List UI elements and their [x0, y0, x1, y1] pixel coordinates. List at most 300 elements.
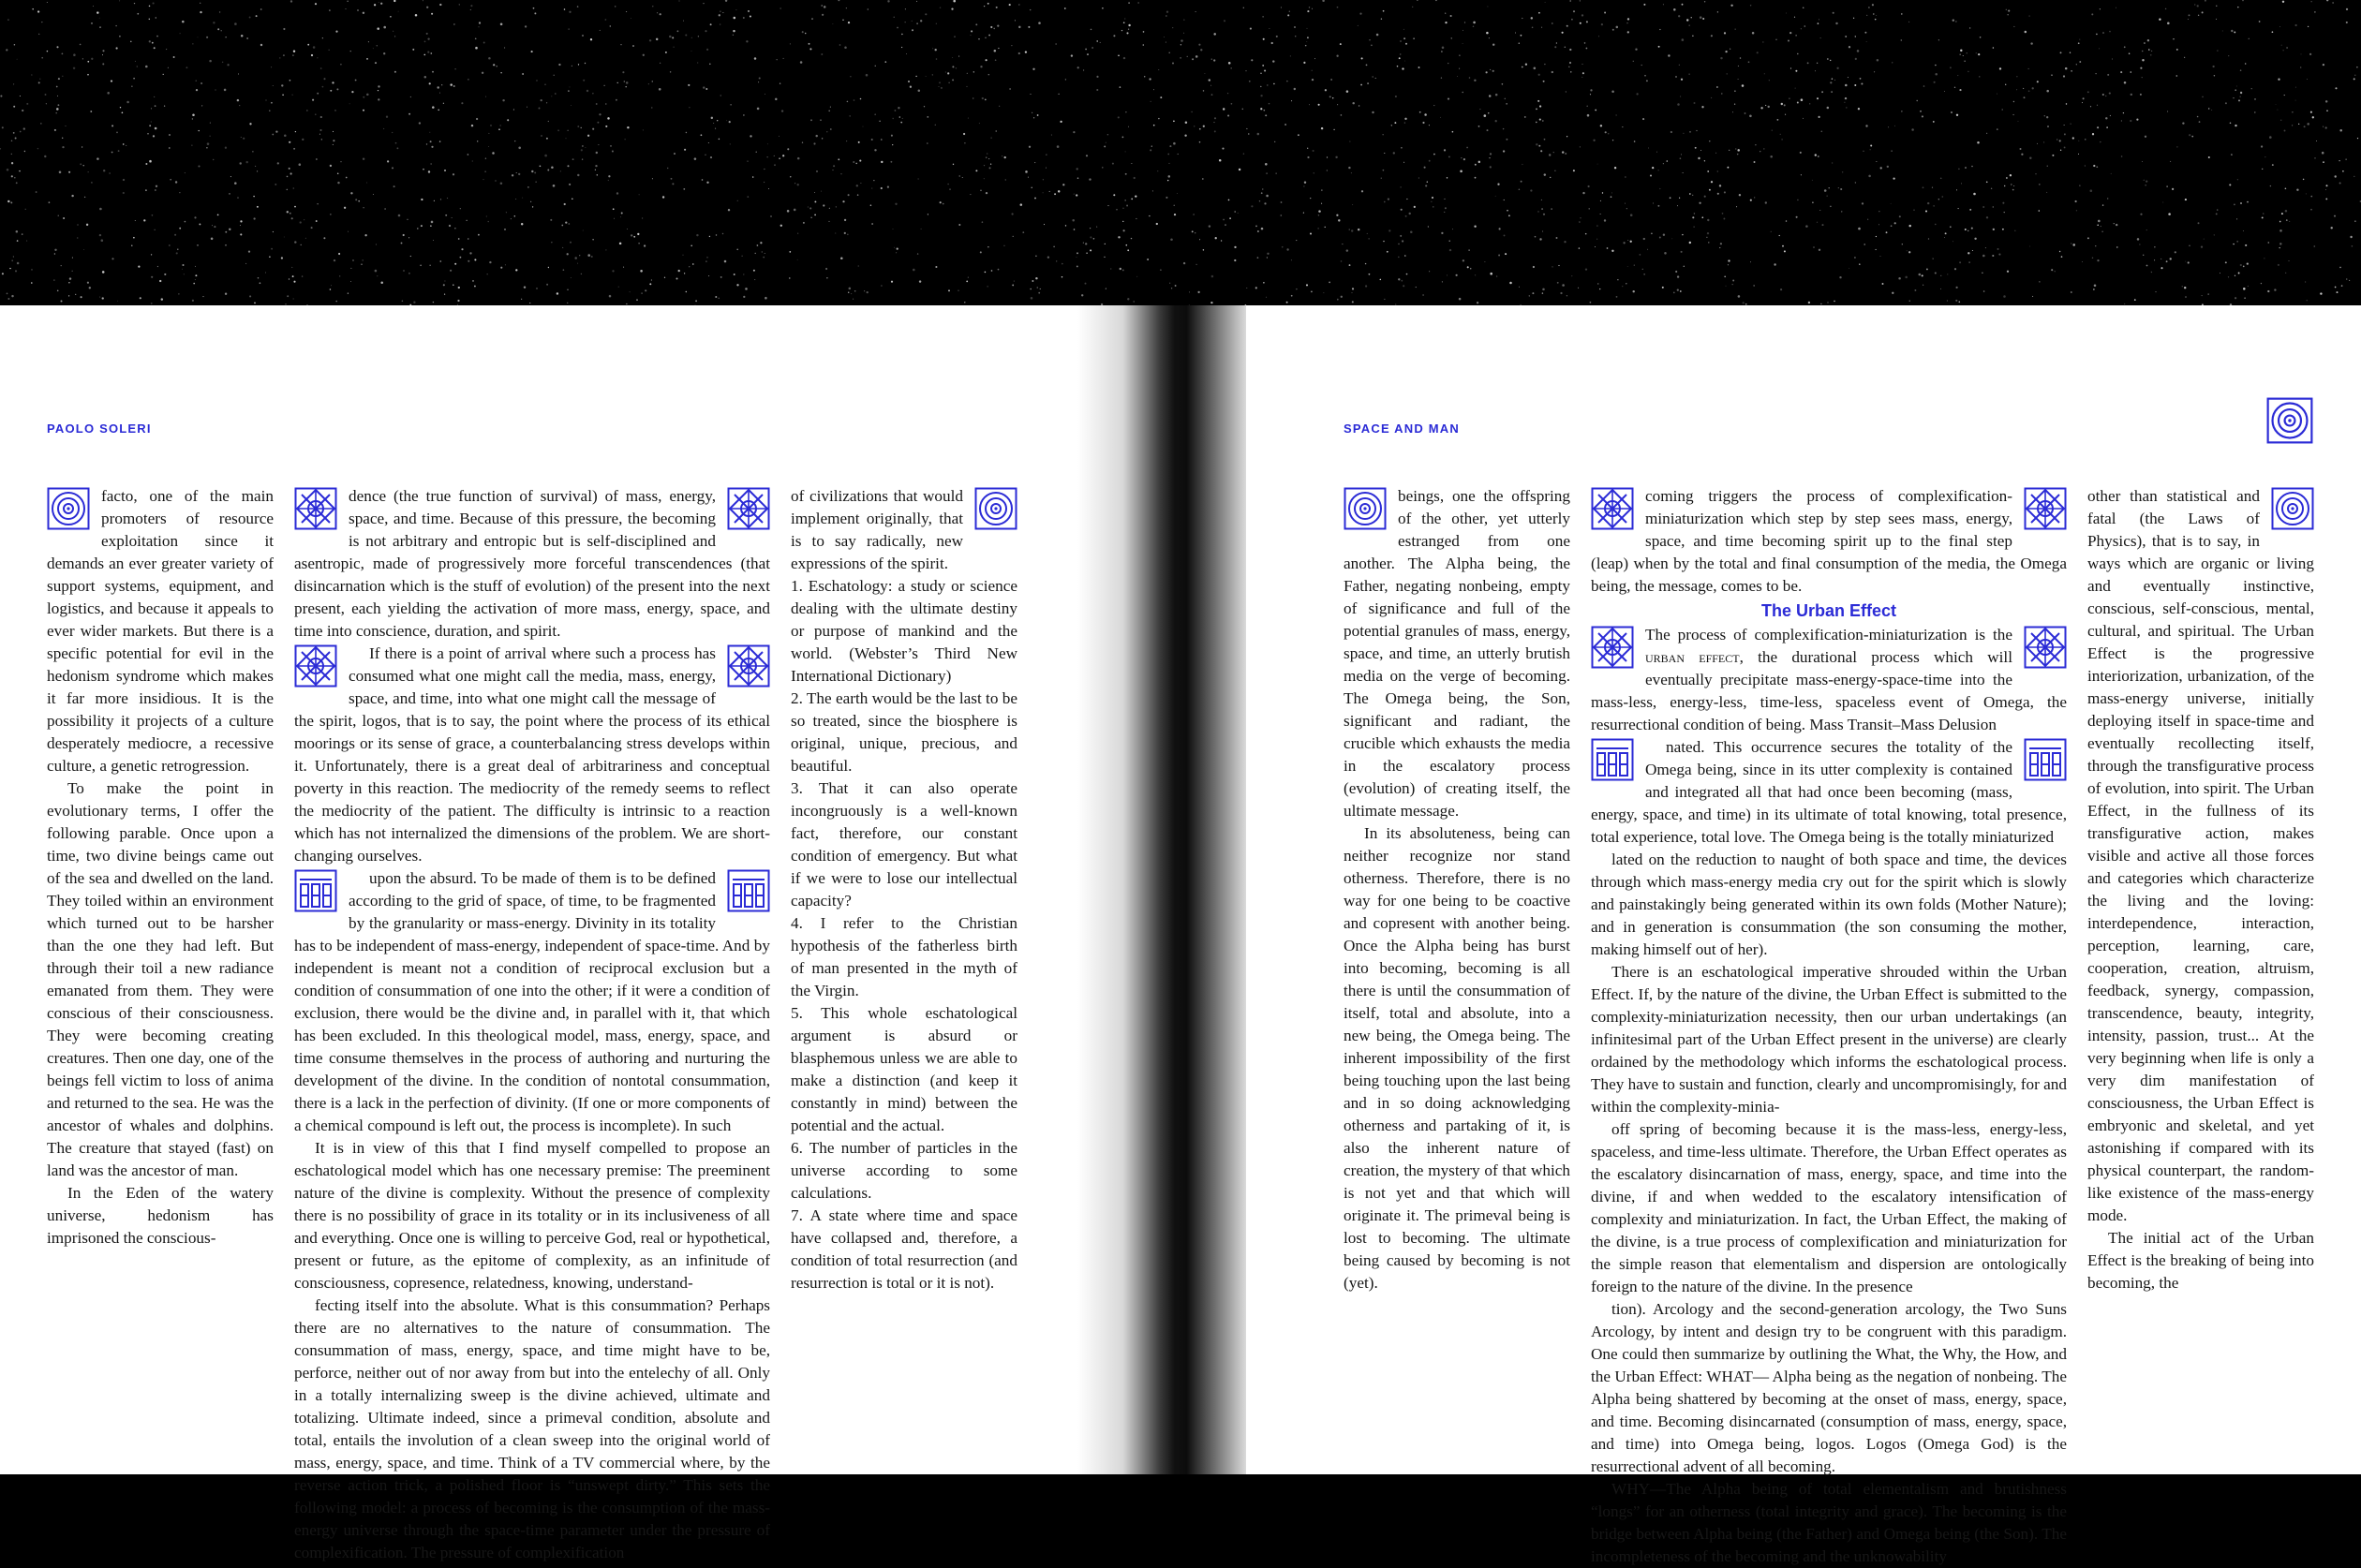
- star: [1183, 20, 1184, 21]
- star: [1552, 71, 1553, 73]
- star: [1680, 157, 1682, 159]
- star: [612, 270, 614, 272]
- star: [978, 38, 979, 39]
- star: [1935, 73, 1938, 76]
- star: [1923, 85, 1925, 87]
- star: [1018, 52, 1020, 54]
- star: [1083, 243, 1084, 244]
- star: [1009, 4, 1011, 6]
- star: [2230, 123, 2232, 125]
- star: [1829, 187, 1830, 188]
- footnote: 1. Eschatology: a study or science dealing with the ultimate destiny or purpose of mankind and the world. (Webster’s Third New International Dictionary): [791, 577, 1017, 685]
- star: [1876, 15, 1877, 16]
- star: [271, 248, 273, 250]
- star: [1966, 52, 1967, 53]
- star: [1973, 193, 1976, 196]
- star: [2037, 143, 2038, 144]
- star: [678, 0, 679, 1]
- star: [337, 182, 339, 184]
- star: [248, 250, 250, 252]
- star: [932, 48, 933, 49]
- star: [968, 118, 969, 119]
- star: [1959, 53, 1960, 54]
- star: [2243, 288, 2246, 290]
- star: [1587, 114, 1590, 117]
- star: [814, 192, 815, 193]
- star: [1384, 201, 1386, 203]
- star: [373, 48, 374, 49]
- star: [1376, 34, 1379, 37]
- star: [1643, 4, 1645, 6]
- star: [394, 36, 395, 37]
- star: [1329, 282, 1330, 284]
- star: [1691, 17, 1692, 18]
- star: [1180, 39, 1182, 41]
- star: [1969, 27, 1970, 28]
- star: [396, 147, 398, 149]
- star: [1693, 102, 1695, 104]
- star: [1693, 226, 1694, 227]
- star: [1675, 76, 1676, 77]
- star: [567, 165, 569, 167]
- star: [1832, 78, 1834, 80]
- star: [336, 88, 338, 90]
- star: [1143, 31, 1145, 33]
- star: [1346, 249, 1348, 251]
- star: [1857, 50, 1860, 52]
- star: [826, 277, 827, 278]
- star: [1427, 181, 1428, 182]
- star: [441, 84, 442, 85]
- star: [1034, 198, 1036, 200]
- star: [454, 68, 455, 69]
- star: [683, 21, 684, 22]
- star: [1174, 214, 1176, 215]
- star: [2095, 245, 2096, 246]
- star: [2121, 155, 2123, 157]
- star: [1012, 284, 1014, 286]
- star: [828, 110, 830, 111]
- star: [2039, 281, 2040, 282]
- star: [229, 229, 230, 230]
- star: [1306, 284, 1308, 286]
- star: [2325, 189, 2326, 190]
- star: [848, 194, 850, 196]
- star: [1395, 96, 1397, 97]
- star: [145, 163, 147, 165]
- star: [1858, 228, 1861, 230]
- star: [155, 229, 156, 230]
- star: [1765, 201, 1767, 203]
- star: [192, 43, 193, 44]
- star: [408, 273, 410, 274]
- star: [213, 159, 214, 160]
- star: [452, 217, 453, 218]
- star: [6, 49, 7, 51]
- star: [1282, 246, 1284, 248]
- star: [68, 171, 70, 173]
- star: [1899, 215, 1901, 217]
- star: [1938, 199, 1939, 200]
- star: [2314, 11, 2315, 12]
- star: [873, 180, 874, 181]
- star: [2245, 63, 2246, 64]
- star: [1764, 73, 1765, 74]
- star: [810, 119, 812, 121]
- star: [88, 171, 89, 172]
- star: [986, 59, 987, 61]
- star: [1255, 226, 1257, 228]
- star: [329, 9, 330, 10]
- star: [623, 267, 624, 268]
- star: [964, 302, 965, 303]
- star: [89, 287, 91, 288]
- star: [1839, 276, 1841, 278]
- star: [832, 23, 833, 24]
- star: [860, 98, 862, 100]
- star: [363, 207, 364, 208]
- star: [1219, 159, 1222, 162]
- star: [1249, 81, 1251, 82]
- star: [213, 22, 215, 23]
- star: [754, 57, 757, 60]
- star: [1398, 257, 1400, 259]
- star: [1720, 243, 1722, 244]
- star: [895, 110, 897, 111]
- star: [912, 29, 913, 31]
- star: [1358, 229, 1359, 230]
- star: [966, 86, 967, 87]
- star: [854, 290, 856, 292]
- star: [430, 225, 432, 227]
- star: [13, 132, 15, 134]
- star: [431, 221, 434, 224]
- star: [1658, 46, 1660, 48]
- star: [1784, 250, 1786, 252]
- star: [333, 131, 334, 132]
- star: [398, 214, 401, 217]
- star: [1595, 110, 1596, 111]
- star: [7, 169, 9, 171]
- star: [1701, 216, 1703, 218]
- star: [1681, 251, 1683, 253]
- star: [597, 122, 599, 124]
- star: [842, 200, 844, 202]
- star: [678, 270, 680, 272]
- star: [1128, 126, 1129, 127]
- star: [672, 183, 674, 185]
- star: [151, 121, 152, 122]
- star: [1818, 22, 1819, 24]
- star: [234, 22, 237, 25]
- star: [86, 224, 88, 226]
- star: [1876, 249, 1877, 250]
- star: [2298, 124, 2299, 125]
- star: [2184, 287, 2186, 288]
- star: [1440, 117, 1441, 118]
- star: [143, 219, 145, 221]
- star: [1338, 219, 1340, 221]
- star: [2214, 75, 2215, 76]
- star: [1815, 154, 1817, 155]
- star: [847, 101, 849, 103]
- star: [644, 244, 646, 246]
- star: [1462, 92, 1463, 93]
- star: [674, 47, 675, 48]
- star: [816, 170, 817, 171]
- star: [1276, 173, 1277, 174]
- star: [620, 216, 621, 217]
- star: [1490, 153, 1492, 155]
- star: [1172, 27, 1173, 28]
- star: [378, 98, 379, 100]
- concentric-circles-icon: [2271, 487, 2314, 530]
- star: [2102, 204, 2103, 205]
- star: [564, 8, 566, 10]
- star: [1682, 234, 1683, 235]
- star: [2238, 99, 2240, 101]
- star: [1307, 156, 1309, 158]
- star: [1846, 107, 1848, 109]
- star: [1821, 91, 1823, 93]
- star: [758, 81, 759, 82]
- star: [1118, 116, 1120, 118]
- star: [546, 102, 547, 103]
- star: [2025, 31, 2027, 34]
- paragraph: To make the point in evolutionary terms, I offer the following parable. Once upon a time, two divine beings came out of the sea and dwelled on the land. They toiled within an environment which turned out to be harsher than the one they had left. But through their toil a new radiance emanated from them. They were conscious of their consciousness. They were becoming creating creatures. Then one day, one of the beings fell victim to loss of anima and returned to the sea. He was the ancestor of whales and dolphins. The creature that stayed (fast) on land was the ancestor of man.: [47, 779, 274, 1179]
- star: [361, 263, 363, 265]
- star: [120, 107, 121, 108]
- star: [1318, 104, 1320, 106]
- star: [1166, 197, 1167, 199]
- star: [83, 165, 84, 166]
- star: [394, 0, 395, 2]
- star: [1329, 96, 1331, 97]
- star: [1387, 251, 1388, 253]
- star: [643, 54, 645, 56]
- star: [1544, 64, 1545, 65]
- star: [1878, 224, 1879, 225]
- star: [1667, 160, 1669, 162]
- star: [868, 8, 869, 9]
- star: [850, 76, 851, 77]
- star: [1704, 160, 1705, 161]
- star: [708, 275, 709, 276]
- star: [423, 169, 424, 170]
- star: [686, 132, 687, 133]
- star: [1861, 82, 1863, 84]
- star: [1227, 93, 1228, 94]
- star: [864, 290, 865, 291]
- star: [1062, 184, 1064, 185]
- star: [597, 174, 598, 175]
- star: [871, 139, 873, 141]
- star: [908, 81, 910, 82]
- star: [269, 256, 270, 257]
- star: [657, 12, 658, 13]
- star: [10, 201, 12, 203]
- star: [667, 168, 668, 169]
- star: [1116, 209, 1117, 210]
- star: [2222, 30, 2223, 31]
- star: [111, 125, 113, 126]
- star: [495, 180, 497, 182]
- star: [1965, 229, 1967, 230]
- star: [867, 291, 869, 293]
- star: [2090, 189, 2093, 192]
- star: [659, 88, 661, 91]
- star: [31, 269, 33, 271]
- star: [1865, 125, 1867, 126]
- star: [1076, 194, 1077, 196]
- star: [277, 162, 279, 164]
- star: [1537, 100, 1539, 102]
- star: [1524, 116, 1526, 118]
- star: [2278, 264, 2279, 266]
- star: [619, 243, 622, 245]
- star: [234, 182, 237, 185]
- star: [1177, 193, 1178, 194]
- star: [1502, 83, 1504, 85]
- star: [1124, 200, 1126, 201]
- star: [2100, 8, 2101, 9]
- star: [1368, 274, 1370, 275]
- star: [533, 7, 535, 9]
- star: [1892, 292, 1893, 294]
- star: [1463, 259, 1464, 261]
- star: [155, 127, 157, 130]
- star: [1429, 271, 1430, 272]
- star: [1830, 206, 1831, 207]
- star: [2212, 66, 2214, 67]
- star: [154, 47, 156, 49]
- star: [1173, 142, 1176, 145]
- star: [563, 269, 565, 271]
- star: [174, 234, 176, 236]
- star: [1093, 238, 1095, 240]
- star: [1234, 259, 1236, 261]
- star: [1905, 276, 1908, 279]
- star: [2349, 280, 2350, 281]
- star: [289, 168, 290, 170]
- star: [2323, 64, 2324, 66]
- star: [26, 241, 27, 242]
- star: [2279, 229, 2282, 232]
- star: [557, 292, 558, 294]
- star: [1091, 29, 1092, 31]
- star: [1332, 97, 1333, 98]
- star: [1558, 265, 1559, 266]
- star: [91, 58, 93, 60]
- star: [2159, 19, 2161, 21]
- star: [2216, 213, 2218, 214]
- star: [316, 220, 318, 222]
- star: [1737, 149, 1740, 152]
- star: [2217, 210, 2218, 211]
- star: [1352, 204, 1353, 205]
- star: [1998, 254, 2000, 256]
- star: [2143, 255, 2144, 256]
- star: [1257, 257, 1259, 259]
- star: [1461, 157, 1462, 158]
- star: [1616, 114, 1617, 115]
- star: [1950, 67, 1952, 68]
- star: [2032, 87, 2034, 89]
- star: [746, 40, 748, 42]
- star: [1403, 29, 1404, 30]
- star: [1475, 274, 1476, 275]
- star: [1432, 197, 1433, 199]
- star: [75, 294, 76, 295]
- star: [1711, 181, 1713, 183]
- star: [1978, 53, 1980, 55]
- star: [1725, 51, 1727, 52]
- star: [437, 86, 438, 88]
- star: [630, 291, 631, 292]
- star: [281, 257, 283, 259]
- star: [1090, 249, 1091, 251]
- star: [378, 85, 379, 87]
- star: [15, 138, 17, 140]
- star: [1381, 18, 1382, 19]
- star: [54, 129, 56, 131]
- star: [1263, 110, 1265, 111]
- star: [239, 162, 241, 164]
- star: [145, 189, 147, 191]
- star: [1349, 229, 1350, 230]
- star: [948, 82, 949, 83]
- star: [562, 247, 563, 248]
- star: [571, 105, 572, 106]
- star: [610, 25, 611, 26]
- star: [2184, 57, 2185, 58]
- star: [810, 217, 811, 218]
- star: [149, 40, 151, 42]
- star: [1038, 292, 1040, 294]
- star: [1982, 206, 1984, 208]
- star: [1944, 91, 1945, 92]
- star: [307, 44, 309, 46]
- star: [488, 146, 489, 147]
- star: [1015, 20, 1016, 21]
- paragraph: dence (the true function of survival) of mass, energy, space, and time. Because of this pressure, the becoming is not arbitrary and entropic but is self-disciplined and asentropic, made of progressively more forceful transcendences (that disincarnation which is the stuff of evolution) of the present into the next present, each yielding the activation of more mass, energy, space, and time into conscience, duration, and spirit.: [294, 487, 770, 640]
- star: [350, 268, 351, 269]
- star: [1728, 264, 1729, 265]
- star: [1965, 61, 1966, 62]
- star: [1403, 285, 1404, 287]
- star: [560, 170, 561, 171]
- star: [656, 38, 658, 40]
- star: [567, 253, 569, 255]
- star: [565, 221, 567, 223]
- footnote: 7. A state where time and space have collapsed and, therefore, a condition of total resurrection (and resurrection is total or it is not).: [791, 1206, 1017, 1292]
- star: [1352, 288, 1354, 289]
- star: [2106, 126, 2108, 128]
- star: [1986, 133, 1987, 134]
- star: [1072, 219, 1075, 222]
- star: [1797, 102, 1799, 104]
- star: [2168, 213, 2171, 215]
- star: [1926, 268, 1928, 270]
- star: [767, 156, 768, 157]
- star: [240, 225, 241, 226]
- star: [1351, 292, 1352, 293]
- star: [585, 63, 586, 64]
- star: [1307, 10, 1309, 12]
- star: [2305, 281, 2306, 282]
- star: [102, 271, 105, 274]
- star: [2043, 141, 2044, 142]
